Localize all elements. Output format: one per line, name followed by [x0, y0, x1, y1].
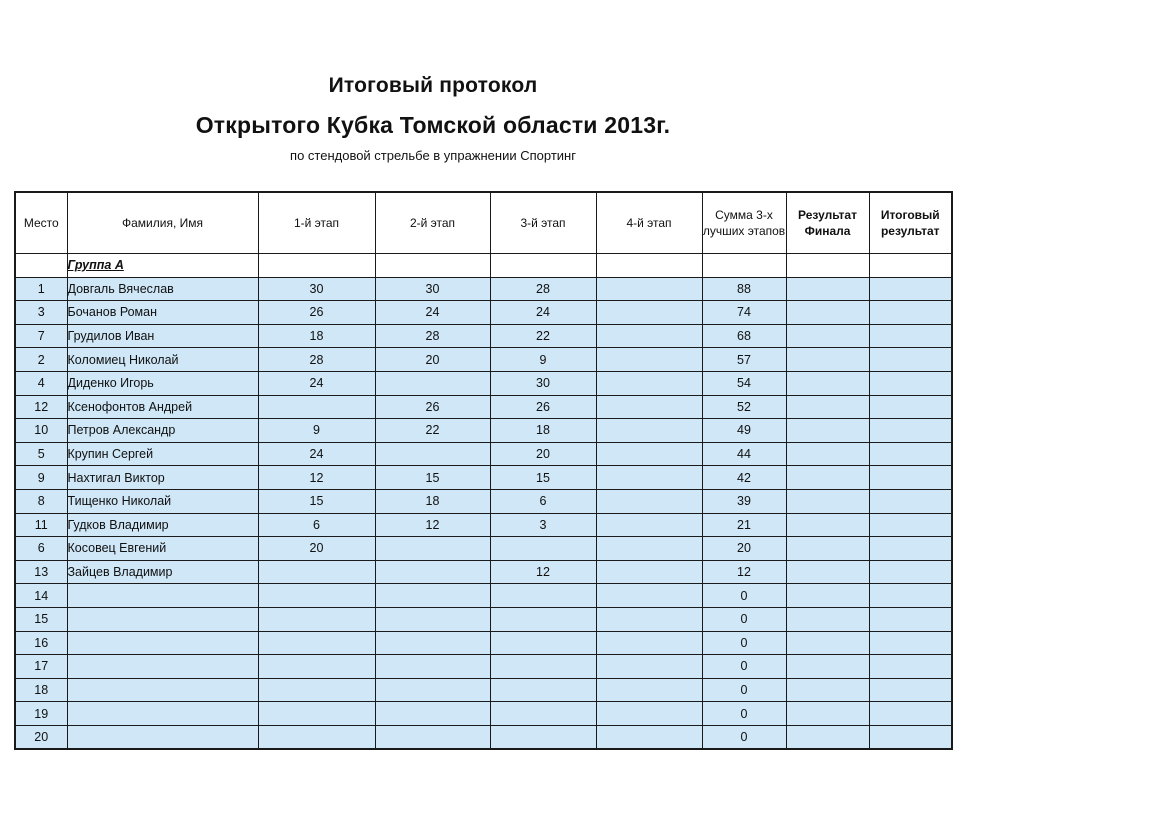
final-result — [786, 371, 869, 395]
participant-name: Крупин Сергей — [67, 442, 258, 466]
participant-name — [67, 702, 258, 726]
stage3-score — [490, 584, 596, 608]
best3-sum: 44 — [702, 442, 786, 466]
stage1-score: 20 — [258, 537, 375, 561]
place-cell: 19 — [15, 702, 67, 726]
place-cell: 11 — [15, 513, 67, 537]
table-row — [15, 702, 952, 726]
best3-sum: 12 — [702, 560, 786, 584]
stage2-score: 24 — [375, 301, 490, 325]
total-result — [869, 489, 952, 513]
column-header-stage1: 1-й этап — [258, 192, 375, 254]
stage1-score: 9 — [258, 419, 375, 443]
stage2-score — [375, 371, 490, 395]
final-result — [786, 702, 869, 726]
final-result — [786, 631, 869, 655]
place-cell: 4 — [15, 371, 67, 395]
stage1-score — [258, 607, 375, 631]
stage4-score — [596, 678, 702, 702]
table-row — [15, 560, 952, 584]
stage2-score — [375, 631, 490, 655]
stage4-score — [596, 655, 702, 679]
results-table — [14, 191, 953, 750]
stage1-score — [258, 655, 375, 679]
total-result — [869, 560, 952, 584]
place-cell: 7 — [15, 324, 67, 348]
group-place-cell — [15, 254, 67, 278]
participant-name: Косовец Евгений — [67, 537, 258, 561]
group-empty-cell — [596, 254, 702, 278]
stage1-score — [258, 631, 375, 655]
stage1-score — [258, 702, 375, 726]
stage3-score: 20 — [490, 442, 596, 466]
final-result — [786, 348, 869, 372]
participant-name: Грудилов Иван — [67, 324, 258, 348]
stage1-score — [258, 560, 375, 584]
table-row — [15, 607, 952, 631]
total-result — [869, 442, 952, 466]
stage3-score — [490, 537, 596, 561]
participant-name — [67, 631, 258, 655]
best3-sum: 57 — [702, 348, 786, 372]
total-result — [869, 301, 952, 325]
stage1-score — [258, 395, 375, 419]
total-result — [869, 631, 952, 655]
stage2-score: 15 — [375, 466, 490, 490]
stage1-score: 26 — [258, 301, 375, 325]
table-row — [15, 655, 952, 679]
stage1-score: 6 — [258, 513, 375, 537]
table-header-row — [15, 192, 952, 254]
participant-name — [67, 584, 258, 608]
participant-name: Довгаль Вячеслав — [67, 277, 258, 301]
participant-name: Петров Александр — [67, 419, 258, 443]
place-cell: 10 — [15, 419, 67, 443]
total-result — [869, 537, 952, 561]
table-row — [15, 725, 952, 749]
stage2-score — [375, 607, 490, 631]
participant-name — [67, 678, 258, 702]
place-cell: 1 — [15, 277, 67, 301]
best3-sum: 88 — [702, 277, 786, 301]
place-cell: 8 — [15, 489, 67, 513]
final-result — [786, 584, 869, 608]
column-header-stage4: 4-й этап — [596, 192, 702, 254]
total-result — [869, 678, 952, 702]
group-empty-cell — [869, 254, 952, 278]
table-row — [15, 678, 952, 702]
stage3-score: 30 — [490, 371, 596, 395]
final-result — [786, 301, 869, 325]
stage4-score — [596, 324, 702, 348]
best3-sum: 68 — [702, 324, 786, 348]
place-cell: 17 — [15, 655, 67, 679]
stage4-score — [596, 537, 702, 561]
stage3-score — [490, 702, 596, 726]
column-header-name: Фамилия, Имя — [67, 192, 258, 254]
stage3-score — [490, 631, 596, 655]
place-cell: 6 — [15, 537, 67, 561]
total-result — [869, 584, 952, 608]
stage2-score: 26 — [375, 395, 490, 419]
participant-name: Гудков Владимир — [67, 513, 258, 537]
participant-name: Бочанов Роман — [67, 301, 258, 325]
best3-sum: 74 — [702, 301, 786, 325]
stage4-score — [596, 466, 702, 490]
participant-name: Коломиец Николай — [67, 348, 258, 372]
stage2-score — [375, 725, 490, 749]
column-header-final: Результат Финала — [786, 192, 869, 254]
stage2-score: 12 — [375, 513, 490, 537]
page-title: Итоговый протокол — [328, 74, 538, 97]
best3-sum: 0 — [702, 607, 786, 631]
stage1-score: 12 — [258, 466, 375, 490]
group-empty-cell — [375, 254, 490, 278]
place-cell: 20 — [15, 725, 67, 749]
participant-name — [67, 725, 258, 749]
participant-name: Нахтигал Виктор — [67, 466, 258, 490]
stage2-score — [375, 702, 490, 726]
table-row — [15, 466, 952, 490]
total-result — [869, 607, 952, 631]
total-result — [869, 513, 952, 537]
stage3-score: 15 — [490, 466, 596, 490]
stage4-score — [596, 371, 702, 395]
best3-sum: 0 — [702, 631, 786, 655]
total-result — [869, 277, 952, 301]
stage4-score — [596, 419, 702, 443]
stage1-score: 18 — [258, 324, 375, 348]
group-empty-cell — [258, 254, 375, 278]
total-result — [869, 324, 952, 348]
group-empty-cell — [786, 254, 869, 278]
participant-name: Зайцев Владимир — [67, 560, 258, 584]
stage2-score — [375, 560, 490, 584]
stage2-score — [375, 537, 490, 561]
place-cell: 18 — [15, 678, 67, 702]
stage3-score: 12 — [490, 560, 596, 584]
table-row — [15, 371, 952, 395]
table-row — [15, 419, 952, 443]
stage2-score: 28 — [375, 324, 490, 348]
best3-sum: 42 — [702, 466, 786, 490]
column-header-place: Место — [15, 192, 67, 254]
stage1-score — [258, 725, 375, 749]
final-result — [786, 607, 869, 631]
group-empty-cell — [490, 254, 596, 278]
stage2-score: 18 — [375, 489, 490, 513]
participant-name: Тищенко Николай — [67, 489, 258, 513]
final-result — [786, 513, 869, 537]
stage4-score — [596, 301, 702, 325]
best3-sum: 49 — [702, 419, 786, 443]
stage4-score — [596, 725, 702, 749]
table-row — [15, 489, 952, 513]
final-result — [786, 655, 869, 679]
stage2-score: 22 — [375, 419, 490, 443]
stage1-score: 15 — [258, 489, 375, 513]
total-result — [869, 702, 952, 726]
best3-sum: 0 — [702, 655, 786, 679]
place-cell: 5 — [15, 442, 67, 466]
stage4-score — [596, 442, 702, 466]
best3-sum: 54 — [702, 371, 786, 395]
stage4-score — [596, 560, 702, 584]
place-cell: 12 — [15, 395, 67, 419]
final-result — [786, 419, 869, 443]
stage4-score — [596, 513, 702, 537]
stage1-score: 28 — [258, 348, 375, 372]
table-row — [15, 301, 952, 325]
stage4-score — [596, 395, 702, 419]
best3-sum: 20 — [702, 537, 786, 561]
best3-sum: 0 — [702, 584, 786, 608]
final-result — [786, 466, 869, 490]
table-body — [15, 254, 952, 750]
stage4-score — [596, 584, 702, 608]
final-result — [786, 324, 869, 348]
stage3-score — [490, 655, 596, 679]
stage1-score: 30 — [258, 277, 375, 301]
total-result — [869, 725, 952, 749]
table-row — [15, 631, 952, 655]
best3-sum: 0 — [702, 678, 786, 702]
group-label: Группа А — [67, 254, 258, 278]
stage3-score: 22 — [490, 324, 596, 348]
stage3-score — [490, 607, 596, 631]
total-result — [869, 395, 952, 419]
stage2-score — [375, 584, 490, 608]
stage4-score — [596, 489, 702, 513]
table-row — [15, 513, 952, 537]
table-row — [15, 442, 952, 466]
stage4-score — [596, 631, 702, 655]
total-result — [869, 348, 952, 372]
best3-sum: 0 — [702, 725, 786, 749]
page-title-event: Открытого Кубка Томской области 2013г. — [195, 112, 671, 138]
table-row — [15, 584, 952, 608]
best3-sum: 39 — [702, 489, 786, 513]
stage3-score — [490, 678, 596, 702]
stage4-score — [596, 348, 702, 372]
place-cell: 9 — [15, 466, 67, 490]
final-result — [786, 489, 869, 513]
group-row — [15, 254, 952, 278]
table-row — [15, 348, 952, 372]
stage3-score: 28 — [490, 277, 596, 301]
total-result — [869, 466, 952, 490]
table-row — [15, 324, 952, 348]
place-cell: 3 — [15, 301, 67, 325]
stage2-score — [375, 655, 490, 679]
place-cell: 13 — [15, 560, 67, 584]
stage4-score — [596, 702, 702, 726]
stage3-score: 18 — [490, 419, 596, 443]
place-cell: 14 — [15, 584, 67, 608]
stage3-score: 26 — [490, 395, 596, 419]
participant-name: Диденко Игорь — [67, 371, 258, 395]
place-cell: 15 — [15, 607, 67, 631]
table-row — [15, 537, 952, 561]
column-header-stage3: 3-й этап — [490, 192, 596, 254]
stage3-score: 24 — [490, 301, 596, 325]
stage3-score — [490, 725, 596, 749]
final-result — [786, 442, 869, 466]
final-result — [786, 560, 869, 584]
stage2-score: 20 — [375, 348, 490, 372]
final-result — [786, 725, 869, 749]
stage1-score: 24 — [258, 442, 375, 466]
participant-name: Ксенофонтов Андрей — [67, 395, 258, 419]
stage2-score: 30 — [375, 277, 490, 301]
stage2-score — [375, 442, 490, 466]
stage1-score: 24 — [258, 371, 375, 395]
stage4-score — [596, 277, 702, 301]
column-header-best3-sum: Сумма 3-х лучших этапов — [702, 192, 786, 254]
total-result — [869, 419, 952, 443]
stage1-score — [258, 584, 375, 608]
stage3-score: 3 — [490, 513, 596, 537]
final-result — [786, 277, 869, 301]
best3-sum: 52 — [702, 395, 786, 419]
participant-name — [67, 607, 258, 631]
total-result — [869, 371, 952, 395]
stage2-score — [375, 678, 490, 702]
best3-sum: 21 — [702, 513, 786, 537]
total-result — [869, 655, 952, 679]
table-row — [15, 277, 952, 301]
column-header-stage2: 2-й этап — [375, 192, 490, 254]
group-empty-cell — [702, 254, 786, 278]
page-subtitle: по стендовой стрельбе в упражнении Спортинг — [290, 148, 576, 163]
column-header-total: Итоговый результат — [869, 192, 952, 254]
place-cell: 16 — [15, 631, 67, 655]
final-result — [786, 678, 869, 702]
participant-name — [67, 655, 258, 679]
best3-sum: 0 — [702, 702, 786, 726]
final-result — [786, 395, 869, 419]
table-row — [15, 395, 952, 419]
final-result — [786, 537, 869, 561]
stage3-score: 9 — [490, 348, 596, 372]
stage3-score: 6 — [490, 489, 596, 513]
stage1-score — [258, 678, 375, 702]
stage4-score — [596, 607, 702, 631]
place-cell: 2 — [15, 348, 67, 372]
